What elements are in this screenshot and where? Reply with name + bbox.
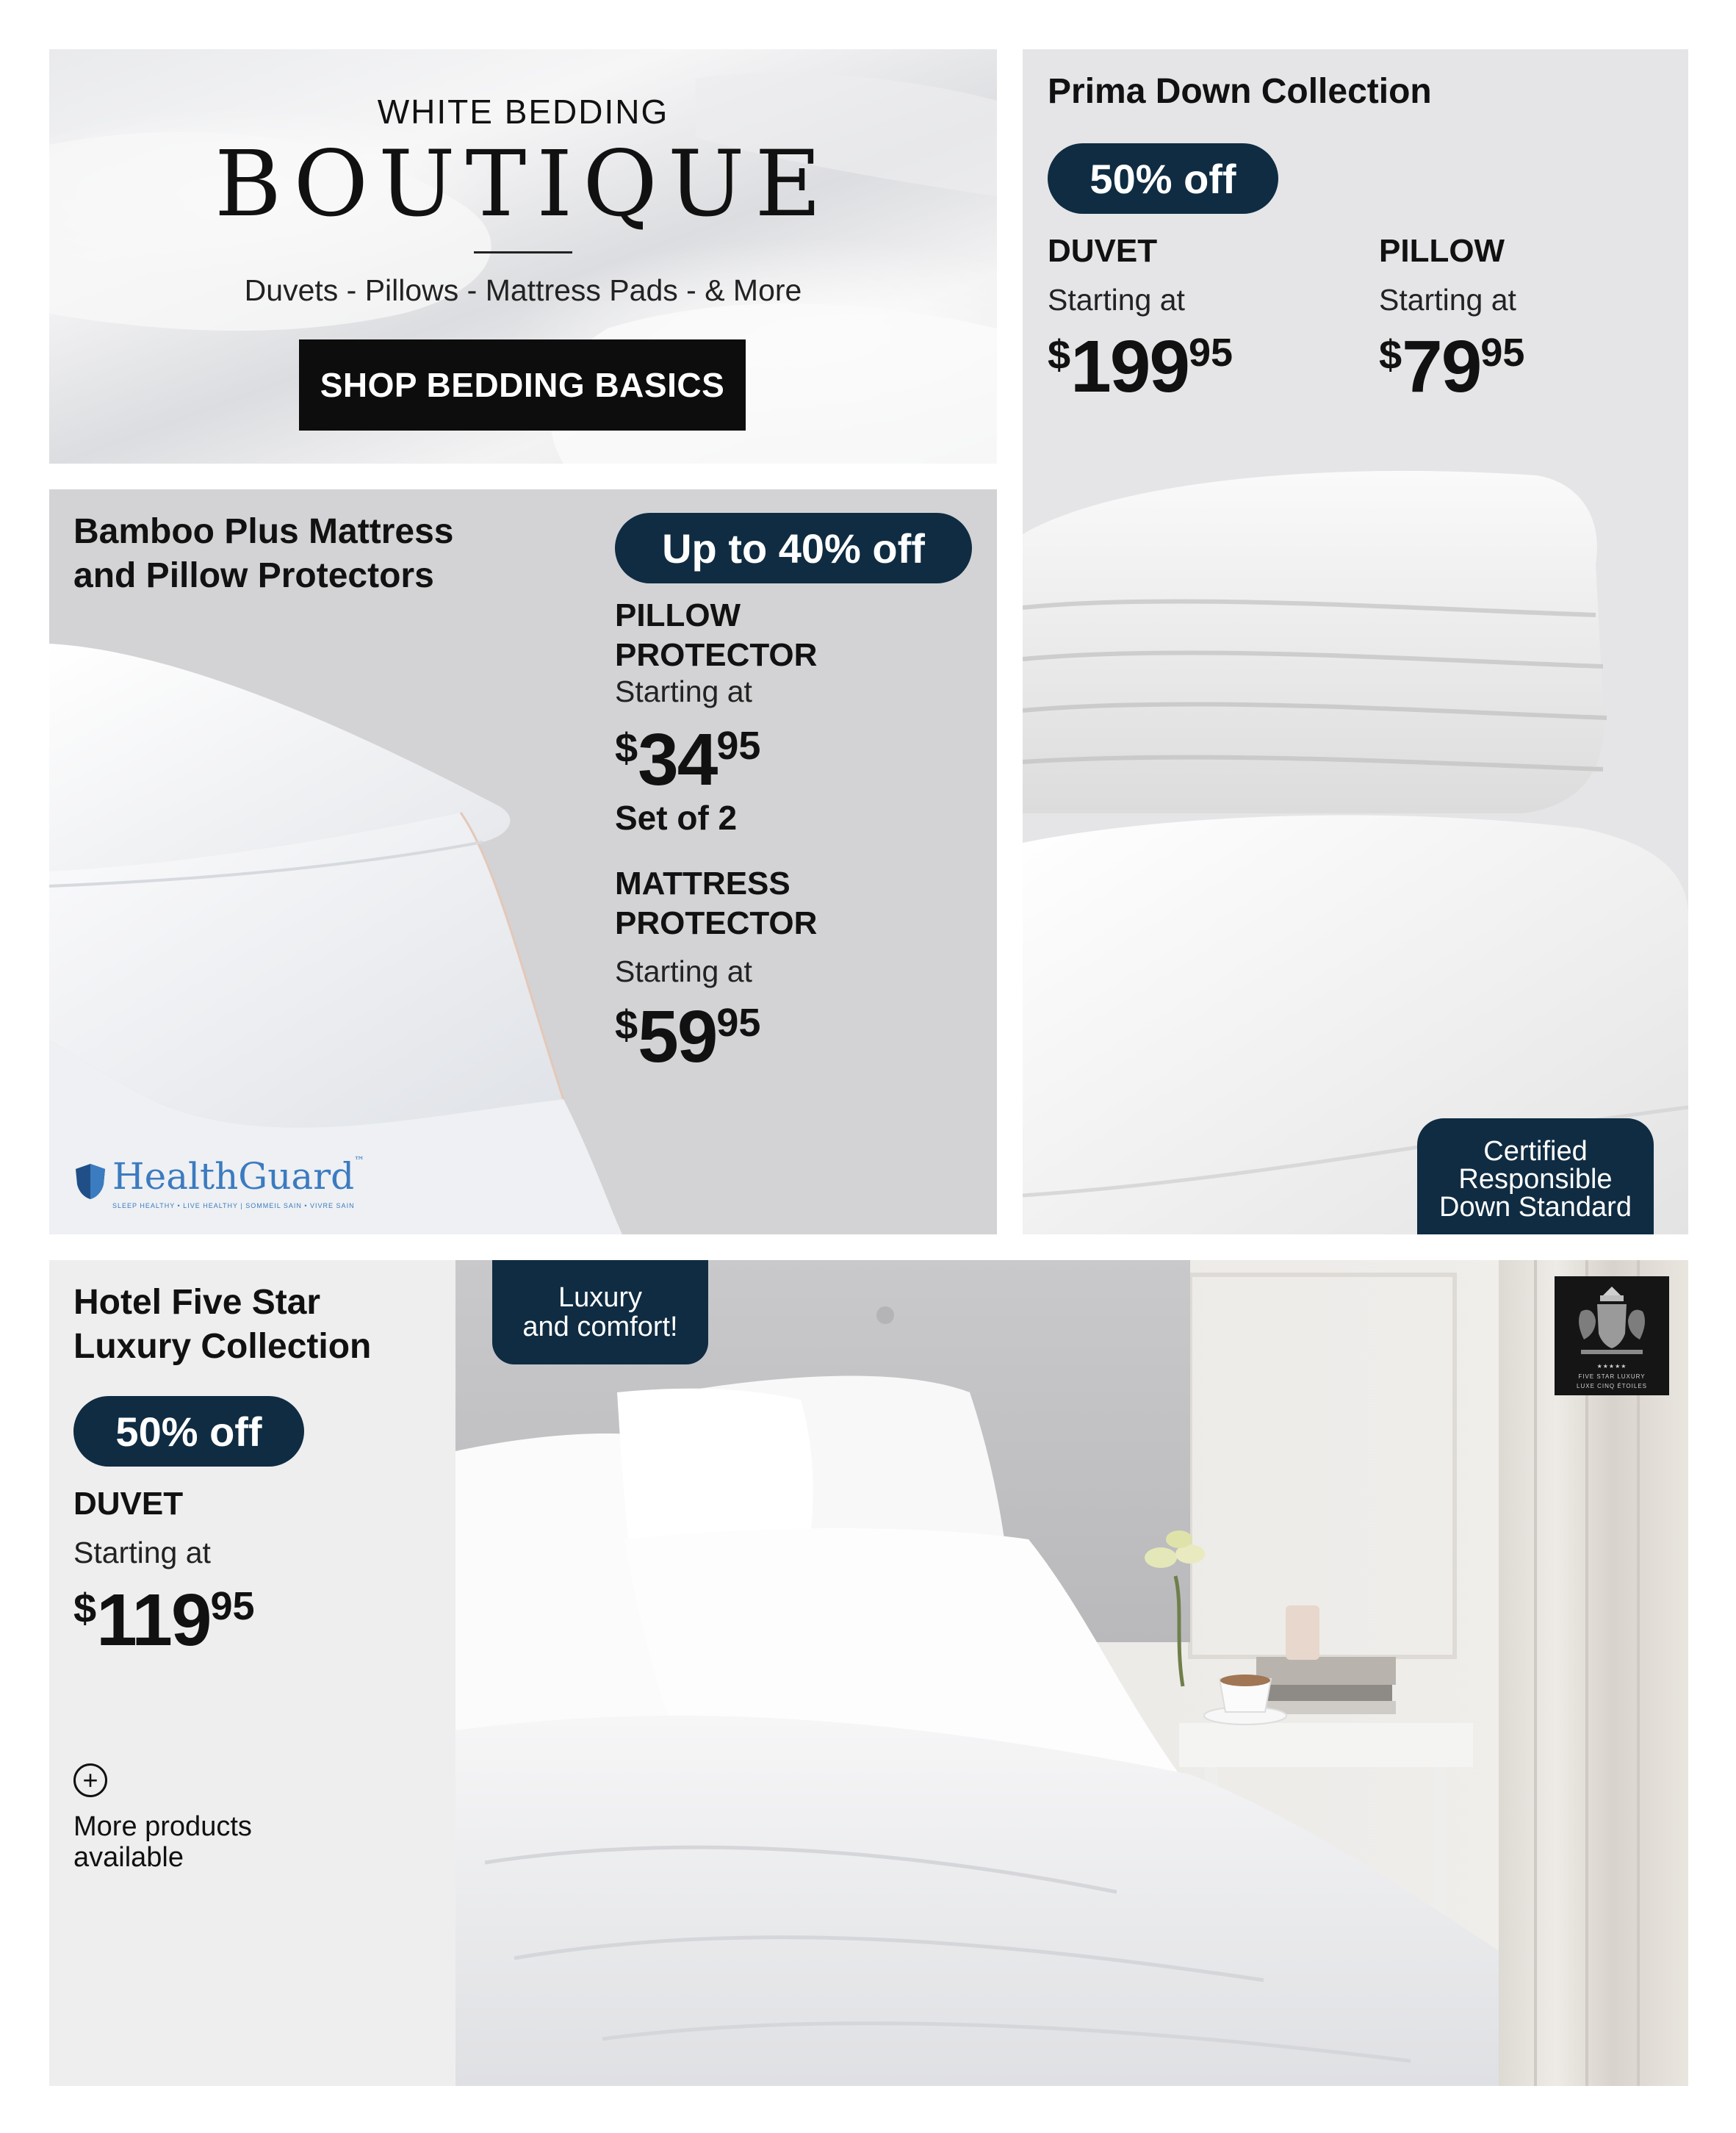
hotel-title (73, 1281, 371, 1369)
shop-bedding-basics-button[interactable]: SHOP BEDDING BASICS (299, 339, 746, 431)
more-products-line2: available (73, 1842, 184, 1873)
price-cents: 95 (1480, 331, 1525, 375)
bamboo-protectors-panel (49, 489, 997, 1234)
luxury-comfort-ribbon (492, 1260, 708, 1364)
currency-symbol: $ (73, 1585, 97, 1631)
prima-down-panel (1023, 49, 1688, 1234)
hotel-five-star-panel (49, 1260, 455, 2086)
set-of-2-note: Set of 2 (615, 799, 738, 837)
bamboo-title-line1: Bamboo Plus Mattress (73, 512, 454, 551)
mattress-protector-price (615, 996, 761, 1078)
trademark: ™ (354, 1155, 365, 1167)
pillow-protector-label-line1: PILLOW (615, 597, 741, 633)
five-star-luxury-logo (1555, 1276, 1669, 1395)
boutique-subtitle: Duvets - Pillows - Mattress Pads - & More (244, 273, 802, 307)
hotel-duvet-starting: Starting at (73, 1536, 211, 1569)
pillow-protector-starting: Starting at (615, 675, 752, 708)
hotel-title-line2: Luxury Collection (73, 1327, 372, 1366)
hotel-duvet-label: DUVET (73, 1486, 184, 1522)
bamboo-title-line2: and Pillow Protectors (73, 556, 434, 595)
bamboo-discount-badge: Up to 40% off (615, 513, 972, 583)
mattress-protector-label-line2: PROTECTOR (615, 905, 818, 941)
healthguard-wordmark (112, 1155, 364, 1198)
price-dollars: 119 (96, 1579, 211, 1661)
currency-symbol: $ (615, 1001, 638, 1048)
hotel-duvet-price (73, 1579, 255, 1661)
hotel-title-line1: Hotel Five Star (73, 1283, 321, 1322)
logo-line2: LUXE CINQ ÉTOILES (1577, 1383, 1647, 1389)
pillow-protector-price (615, 719, 761, 801)
more-products-line1: More products (73, 1811, 252, 1842)
prima-duvet-price (1048, 325, 1233, 408)
boutique-banner (49, 49, 997, 464)
price-cents: 95 (210, 1584, 255, 1628)
certified-line2: Responsible (1458, 1164, 1613, 1195)
pillows-photo (49, 644, 652, 1234)
bamboo-title (73, 510, 453, 598)
prima-pillow-label: PILLOW (1379, 233, 1505, 269)
certified-line1: Certified (1483, 1136, 1588, 1167)
healthguard-logo (74, 1155, 368, 1218)
currency-symbol: $ (1379, 331, 1402, 378)
prima-title: Prima Down Collection (1048, 72, 1432, 111)
bedroom-photo (455, 1260, 1688, 2086)
plus-circle-icon[interactable]: + (73, 1763, 107, 1797)
price-dollars: 59 (638, 996, 717, 1078)
price-dollars: 34 (638, 719, 717, 801)
divider (474, 251, 572, 253)
shield-icon (74, 1162, 107, 1201)
mattress-protector-label-line1: MATTRESS (615, 866, 790, 902)
healthguard-name: HealthGuard (112, 1155, 355, 1198)
bedroom-scene-image (455, 1260, 1688, 2086)
pillow-protector-label-line2: PROTECTOR (615, 637, 818, 673)
prima-discount-badge: 50% off (1048, 143, 1278, 214)
crest-icon (1555, 1282, 1669, 1363)
ribbon-line2: and comfort! (522, 1312, 678, 1342)
mattress-protector-starting: Starting at (615, 954, 752, 988)
pillow-protector-label (615, 596, 817, 675)
eyebrow-text: WHITE BEDDING (377, 93, 669, 131)
price-cents: 95 (1189, 331, 1233, 375)
price-cents: 95 (716, 724, 761, 768)
currency-symbol: $ (1048, 331, 1071, 378)
price-dollars: 199 (1070, 325, 1189, 408)
logo-line1: FIVE STAR LUXURY (1578, 1373, 1646, 1380)
certified-line3: Down Standard (1439, 1192, 1632, 1223)
mattress-protector-label (615, 864, 817, 943)
healthguard-tagline: SLEEP HEALTHY • LIVE HEALTHY | SOMMEIL SAIN • VIVRE SAIN (112, 1202, 355, 1209)
hotel-discount-badge: 50% off (73, 1396, 304, 1467)
prima-pillow-price (1379, 325, 1525, 408)
more-products-link[interactable] (73, 1811, 367, 1873)
prima-pillow-starting: Starting at (1379, 283, 1516, 317)
prima-duvet-starting: Starting at (1048, 283, 1185, 317)
ribbon-line1: Luxury (558, 1282, 643, 1313)
boutique-title: BOUTIQUE (215, 132, 832, 237)
certified-rds-badge (1417, 1118, 1654, 1234)
prima-duvet-label: DUVET (1048, 233, 1158, 269)
price-dollars: 79 (1402, 325, 1481, 408)
price-cents: 95 (716, 1001, 761, 1045)
logo-stars: ★★★★★ (1596, 1363, 1627, 1370)
currency-symbol: $ (615, 724, 638, 771)
